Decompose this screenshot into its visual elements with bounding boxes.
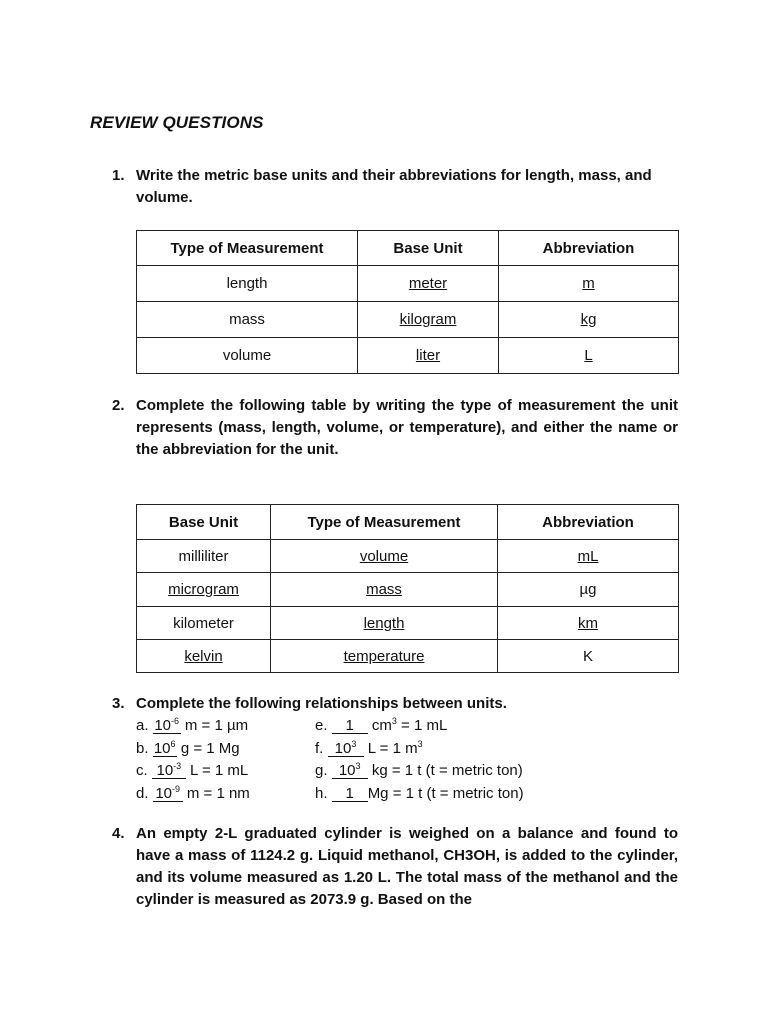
question-number: 2. [112, 397, 125, 414]
table-header-row [137, 505, 679, 540]
answer-base: 1 [345, 717, 354, 734]
cell-unit: microgram [168, 581, 239, 598]
unit-exponent: 3 [417, 738, 423, 749]
relationship-d [136, 783, 250, 806]
question-text: An empty 2-L graduated cylinder is weighed on a balance and found to have a mass of 1124.2 g. Liquid methanol, CH3OH, is added to the cylinder, and its volume measured as 1.20 L. The total mass of the methanol and the cylinder is measured as 2073.9 g. Based on the [136, 825, 678, 908]
cell-unit: milliliter [137, 540, 271, 573]
relationship-a [136, 715, 250, 738]
answer-base: 10 [154, 717, 172, 734]
cell-abbr: L [584, 347, 593, 364]
cell-type: mass [137, 302, 358, 338]
relationship-text: L = 1 m [367, 739, 418, 757]
table-row [137, 607, 679, 640]
table-row [137, 266, 679, 302]
relationship-e [315, 715, 524, 738]
cell-abbr: km [578, 614, 598, 632]
table-row [137, 338, 679, 374]
answer-base: 1 [345, 784, 354, 802]
header-type: Type of Measurement [271, 505, 498, 540]
answer-blank [152, 763, 186, 779]
question-text: Complete the following table by writing the type of measurement the unit represents (mass, length, volume, or temperature), and either the name or the abbreviation for the unit. [136, 397, 678, 458]
relationship-f [315, 738, 524, 761]
cell-unit: liter [415, 347, 441, 364]
header-abbreviation: Abbreviation [498, 505, 679, 540]
header-type: Type of Measurement [137, 231, 358, 266]
table-row [137, 302, 679, 338]
cell-abbr: m [582, 275, 595, 292]
relationship-text: kg = 1 t (t = metric ton) [371, 762, 523, 779]
answer-exponent: -6 [171, 716, 180, 726]
item-label: b. [136, 739, 149, 757]
relationship-text: m = 1 µm [184, 717, 249, 734]
relationship-text: g = 1 Mg [180, 739, 240, 757]
cell-abbr: µg [498, 573, 679, 607]
question-number: 3. [112, 695, 125, 712]
base-units-table [136, 230, 679, 374]
answer-blank [328, 738, 364, 757]
answer-exponent: -3 [173, 761, 182, 771]
relationship-c [136, 760, 250, 783]
item-label: e. [315, 717, 328, 734]
relationships-right [315, 715, 524, 805]
relationships-left [136, 715, 250, 805]
cell-type: mass [366, 581, 402, 598]
relationship-text: m = 1 nm [186, 784, 250, 802]
header-base-unit: Base Unit [358, 231, 499, 266]
cell-abbr: kg [580, 311, 597, 328]
item-label: c. [136, 762, 148, 779]
question-number: 1. [112, 167, 125, 184]
header-base-unit: Base Unit [137, 505, 271, 540]
answer-exponent: 3 [351, 738, 357, 749]
relationship-text: L = 1 mL [190, 762, 249, 779]
answer-blank [153, 783, 183, 802]
question-number: 4. [112, 825, 125, 842]
question-4 [112, 823, 678, 911]
cell-type: temperature [343, 647, 425, 665]
measurement-table [136, 504, 679, 673]
table-row [137, 573, 679, 607]
question-text: Complete the following relationships between units. [136, 695, 507, 712]
question-1 [112, 165, 678, 209]
answer-base: 10 [155, 784, 173, 802]
answer-blank [332, 786, 368, 802]
cell-unit: meter [408, 275, 448, 292]
cell-type: length [363, 614, 405, 632]
cell-type: volume [359, 547, 409, 565]
unit-exponent: 3 [391, 716, 397, 726]
page-heading: REVIEW QUESTIONS [90, 113, 264, 132]
question-2 [112, 395, 678, 461]
question-3 [112, 693, 678, 715]
item-label: f. [315, 739, 324, 757]
answer-blank [332, 763, 368, 779]
item-label: g. [315, 762, 328, 779]
answer-exponent: 6 [170, 738, 176, 749]
item-label: h. [315, 784, 328, 802]
cell-unit: kilometer [137, 607, 271, 640]
cell-unit: kilogram [399, 311, 457, 328]
answer-blank [332, 718, 368, 734]
item-label: a. [136, 717, 149, 734]
answer-blank [153, 718, 181, 734]
answer-blank [153, 738, 177, 757]
item-label: d. [136, 784, 149, 802]
answer-base: 10 [334, 739, 352, 757]
relationship-text: = 1 mL [401, 717, 448, 734]
table-header-row [137, 231, 679, 266]
table-row [137, 640, 679, 673]
answer-base: 10 [156, 762, 174, 779]
cell-type: length [137, 266, 358, 302]
relationship-h [315, 783, 524, 806]
table-row [137, 540, 679, 573]
relationship-text: cm [371, 717, 392, 734]
relationship-text: Mg = 1 t (t = metric ton) [367, 784, 524, 802]
cell-abbr: K [498, 640, 679, 673]
relationship-b [136, 738, 250, 761]
answer-exponent: 3 [355, 761, 361, 771]
cell-unit: kelvin [184, 647, 223, 665]
cell-type: volume [137, 338, 358, 374]
answer-base: 10 [338, 762, 356, 779]
question-text: Write the metric base units and their abbreviations for length, mass, and volume. [136, 167, 652, 206]
answer-exponent: -9 [172, 783, 181, 794]
answer-base: 10 [153, 739, 171, 757]
cell-abbr: mL [577, 547, 599, 565]
header-abbreviation: Abbreviation [499, 231, 679, 266]
relationship-g [315, 760, 524, 783]
